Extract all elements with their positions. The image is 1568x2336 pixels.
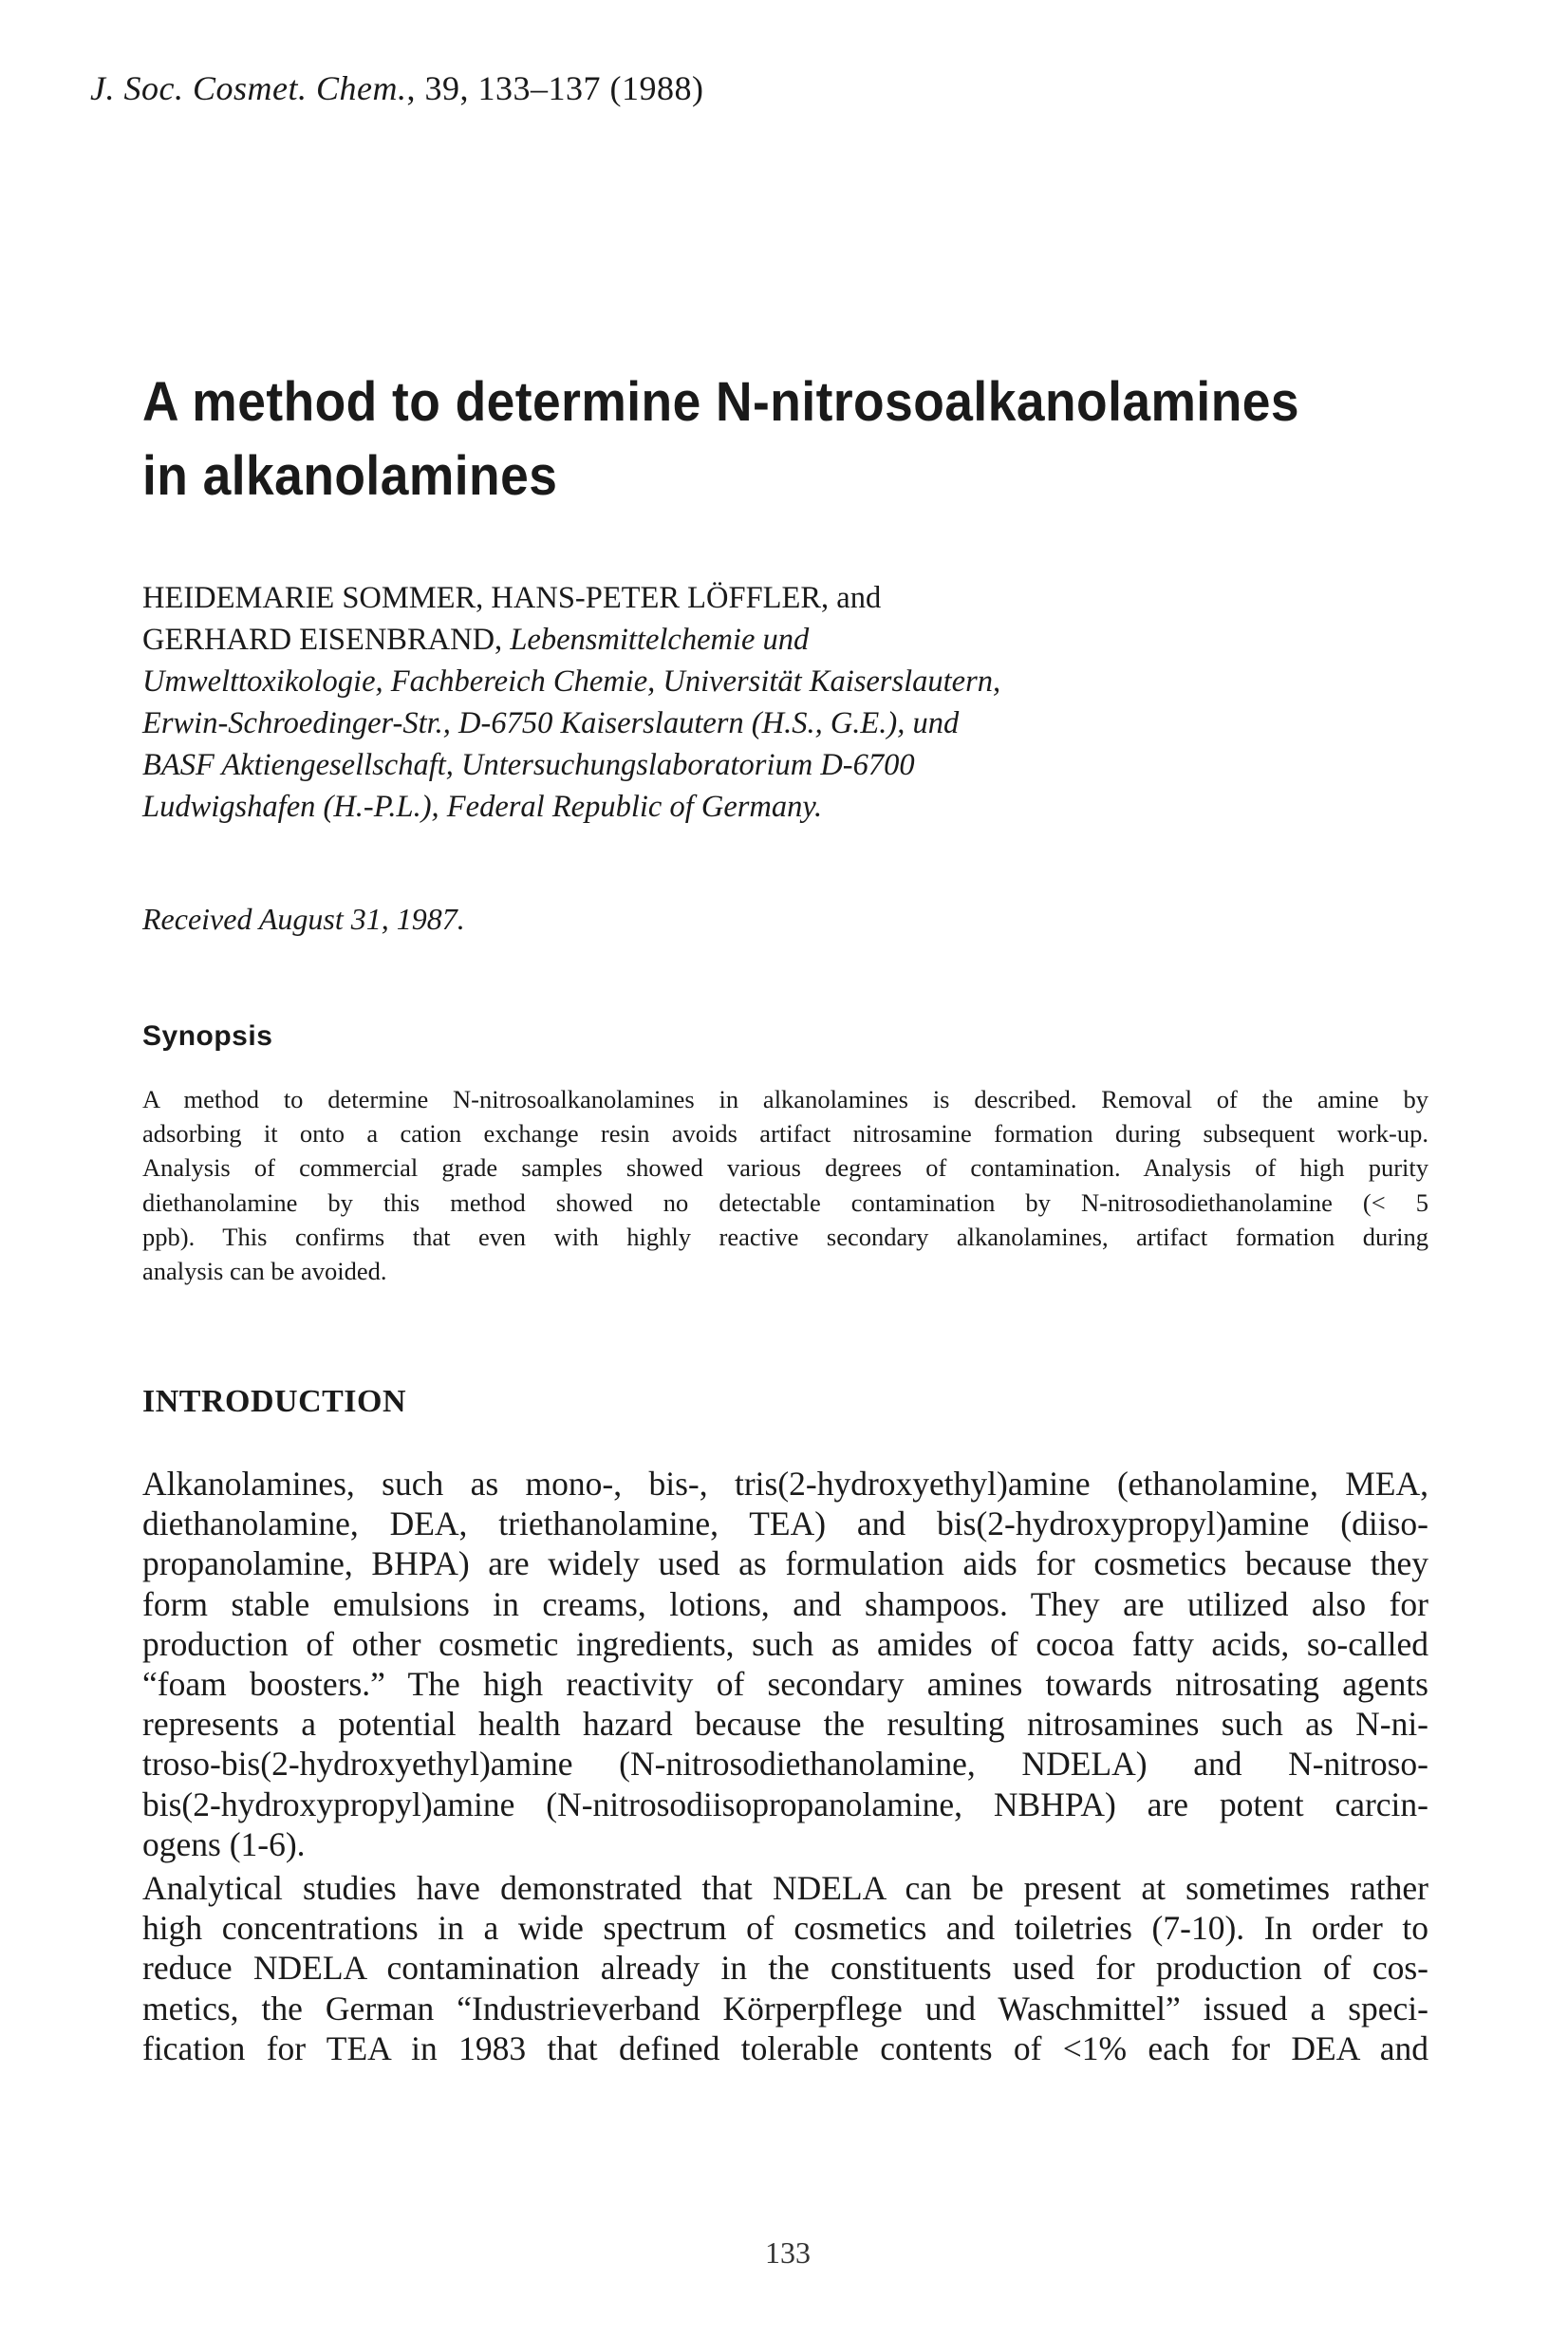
- body-line: Analytical studies have demonstrated that NDELA can be present at sometimes rather: [142, 1869, 1428, 1907]
- affiliation-line-3: Umwelttoxikologie, Fachbereich Chemie, Universität Kaiserslautern,: [142, 664, 1001, 699]
- body-line: troso-bis(2-hydroxyethyl)amine (N-nitrosodiethanolamine, NDELA) and N-nitroso-: [142, 1745, 1428, 1784]
- body-line: Alkanolamines, such as mono-, bis-, tris(2-hydroxyethyl)amine (ethanolamine, MEA,: [142, 1465, 1428, 1503]
- body-line: ogens (1-6).: [142, 1824, 306, 1863]
- author-line-1: HEIDEMARIE SOMMER, HANS-PETER LÖFFLER, and: [142, 581, 882, 615]
- author-block: [142, 577, 1433, 828]
- running-head: [90, 68, 703, 108]
- body-line: high concentrations in a wide spectrum of cosmetics and toiletries (7-10). In order to: [142, 1909, 1428, 1948]
- page-number: 133: [765, 2235, 811, 2270]
- introduction-paragraph-2: [142, 1868, 1428, 2068]
- affiliation-line-5: BASF Aktiengesellschaft, Untersuchungslaboratorium D-6700: [142, 748, 915, 782]
- synopsis-line: analysis can be avoided.: [142, 1257, 387, 1286]
- affiliation-line-6: Ludwigshafen (H.-P.L.), Federal Republic of Germany.: [142, 790, 823, 824]
- article-title: [142, 365, 1382, 514]
- body-line: production of other cosmetic ingredients, such as amides of cocoa fatty acids, so-called: [142, 1624, 1428, 1663]
- body-line: “foam boosters.” The high reactivity of secondary amines towards nitrosating agents: [142, 1665, 1428, 1704]
- introduction-paragraph-1: [142, 1464, 1428, 1864]
- journal-name: J. Soc. Cosmet. Chem.: [90, 69, 407, 107]
- body-line: reduce NDELA contamination already in the constituents used for production of cos-: [142, 1949, 1428, 1988]
- synopsis-line: Analysis of commercial grade samples showed various degrees of contamination. Analysis of high purity: [142, 1153, 1428, 1183]
- introduction-heading: INTRODUCTION: [142, 1384, 407, 1419]
- title-line-1: A method to determine N-nitrosoalkanolamines: [142, 371, 1300, 433]
- synopsis-text: [142, 1082, 1428, 1288]
- title-line-2: in alkanolamines: [142, 445, 558, 507]
- synopsis-heading: Synopsis: [142, 1020, 273, 1052]
- body-line: bis(2-hydroxypropyl)amine (N-nitrosodiisopropanolamine, NBHPA) are potent carcin-: [142, 1785, 1428, 1823]
- body-line: fication for TEA in 1983 that defined tolerable contents of <1% each for DEA and: [142, 2028, 1428, 2067]
- affiliation-line-4: Erwin-Schroedinger-Str., D-6750 Kaiserslautern (H.S., G.E.), und: [142, 706, 960, 740]
- body-line: diethanolamine, DEA, triethanolamine, TEA) and bis(2-hydroxypropyl)amine (diiso-: [142, 1504, 1428, 1543]
- received-date: Received August 31, 1987.: [142, 902, 465, 936]
- author-names: GERHARD EISENBRAND,: [142, 623, 511, 657]
- synopsis-line: adsorbing it onto a cation exchange resin avoids artifact nitrosamine formation during subsequent work-up.: [142, 1119, 1428, 1149]
- affiliation-start: Lebensmittelchemie und: [510, 623, 810, 657]
- synopsis-line: diethanolamine by this method showed no detectable contamination by N-nitrosodiethanolamine (< 5: [142, 1187, 1428, 1217]
- journal-citation: , 39, 133–137 (1988): [406, 69, 704, 107]
- author-line-2: [142, 619, 1433, 661]
- synopsis-line: ppb). This confirms that even with highly reactive secondary alkanolamines, artifact formation during: [142, 1222, 1428, 1251]
- body-line: propanolamine, BHPA) are widely used as formulation aids for cosmetics because they: [142, 1544, 1428, 1583]
- body-line: represents a potential health hazard because the resulting nitrosamines such as N-ni-: [142, 1705, 1428, 1744]
- synopsis-line: A method to determine N-nitrosoalkanolamines in alkanolamines is described. Removal of the amine by: [142, 1085, 1428, 1113]
- body-line: metics, the German “Industrieverband Körperpflege und Waschmittel” issued a speci-: [142, 1989, 1428, 2028]
- body-line: form stable emulsions in creams, lotions, and shampoos. They are utilized also for: [142, 1584, 1428, 1623]
